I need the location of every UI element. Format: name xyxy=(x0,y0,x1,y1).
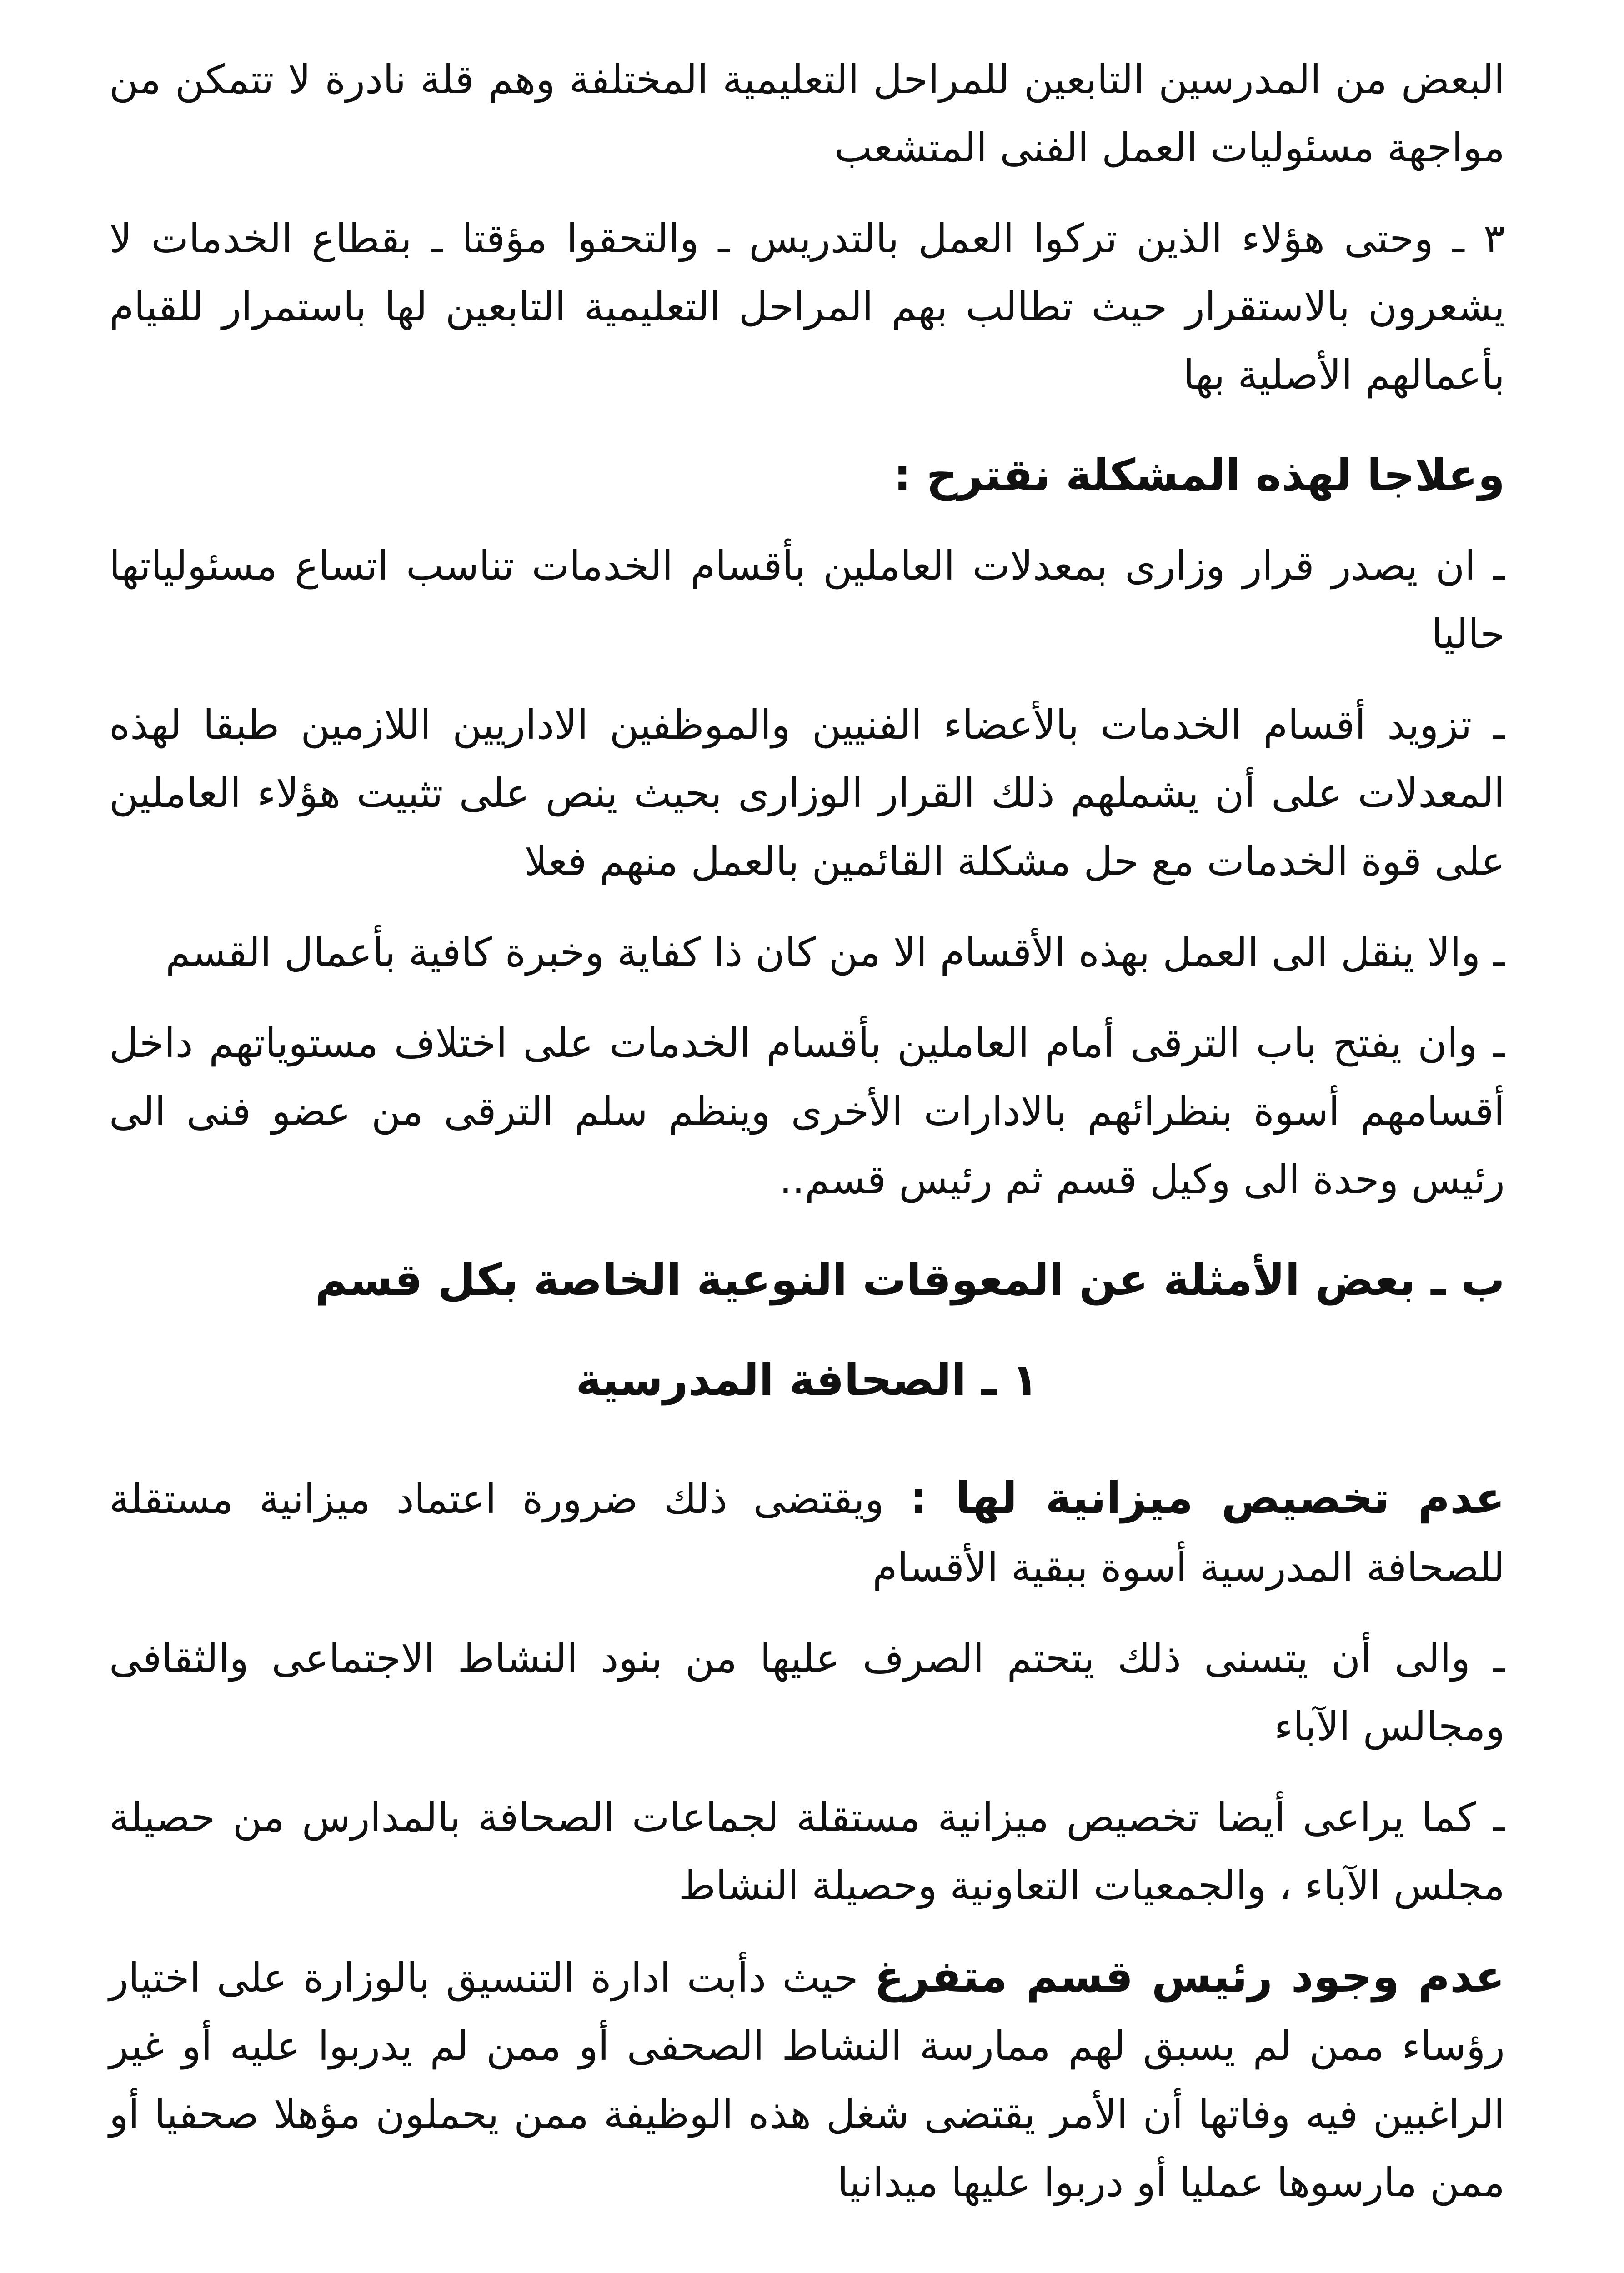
proposal-staffing-services: ـ تزويد أقسام الخدمات بالأعضاء الفنيين والموظفين الاداريين اللازمين طبقا لهذه المعدلات على أن يشملهم ذلك القرار الوزارى بحيث ينص على تثبيت هؤلاء العاملين على قوة الخدمات مع حل مشكلة القائمين بالعمل منهم فعلا xyxy=(109,701,1505,885)
paragraph-independent-budget: ـ كما يراعى أيضا تخصيص ميزانية مستقلة لجماعات الصحافة بالمدارس من حصيلة مجلس الآباء ، والجمعيات التعاونية وحصيلة النشاط xyxy=(109,1794,1505,1909)
lead-no-full-time-head: عدم وجود رئيس قسم متفرغ xyxy=(874,1951,1505,2002)
paragraph-intro-continued: البعض من المدرسين التابعين للمراحل التعليمية المختلفة وهم قلة نادرة لا تتمكن من مواجهة مسئوليات العمل الفنى المتشعب xyxy=(109,56,1505,171)
heading-school-journalism: ١ ـ الصحافة المدرسية xyxy=(576,1354,1038,1405)
paragraph-no-full-time-head xyxy=(109,1943,1505,2217)
proposal-transfer-qualified: ـ والا ينقل الى العمل بهذه الأقسام الا من كان ذا كفاية وخبرة كافية بأعمال القسم xyxy=(165,929,1505,976)
lead-no-budget: عدم تخصيص ميزانية لها : xyxy=(910,1472,1505,1523)
proposal-promotion-ladder: ـ وان يفتح باب الترقى أمام العاملين بأقسام الخدمات على اختلاف مستوياتهم داخل أقسامهم أسوة بنظرائهم بالادارات الأخرى وينظم سلم الترقى من عضو فنى الى رئيس وحدة الى وكيل قسم ثم رئيس قسم.. xyxy=(109,1020,1505,1203)
proposal-ministerial-decision: ـ ان يصدر قرار وزارى بمعدلات العاملين بأقسام الخدمات تناسب اتساع مسئولياتها حاليا xyxy=(109,542,1505,657)
paragraph-interim-funding: ـ والى أن يتسنى ذلك يتحتم الصرف عليها من بنود النشاط الاجتماعى والثقافى ومجالس الآباء xyxy=(109,1635,1505,1750)
text-no-full-time-head: حيث دأبت ادارة التنسيق بالوزارة على اختيار رؤساء ممن لم يسبق لهم ممارسة النشاط الصحفى أو ممن لم يدربوا عليه أو غير الراغبين فيه وفاتها أن الأمر يقتضى شغل هذه الوظيفة ممن يحملون مؤهلا صحفيا أو ممن مارسوها عمليا أو دربوا عليها ميدانيا xyxy=(109,1954,1505,2206)
heading-specific-obstacles: ب ـ بعض الأمثلة عن المعوقات النوعية الخاصة بكل قسم xyxy=(315,1254,1505,1305)
text-no-budget: ويقتضى ذلك ضرورة اعتماد ميزانية مستقلة للصحافة المدرسية أسوة ببقية الأقسام xyxy=(109,1476,1505,1591)
document-page xyxy=(109,45,1505,2239)
heading-proposed-solutions: وعلاجا لهذه المشكلة نقترح : xyxy=(893,450,1505,501)
paragraph-no-budget xyxy=(109,1464,1505,1602)
paragraph-point-3: ٣ ـ وحتى هؤلاء الذين تركوا العمل بالتدريس ـ والتحقوا مؤقتا ـ بقطاع الخدمات لا يشعرون بالاستقرار حيث تطالب بهم المراحل التعليمية التابعين لها باستمرار للقيام بأعمالهم الأصلية بها xyxy=(109,215,1505,398)
